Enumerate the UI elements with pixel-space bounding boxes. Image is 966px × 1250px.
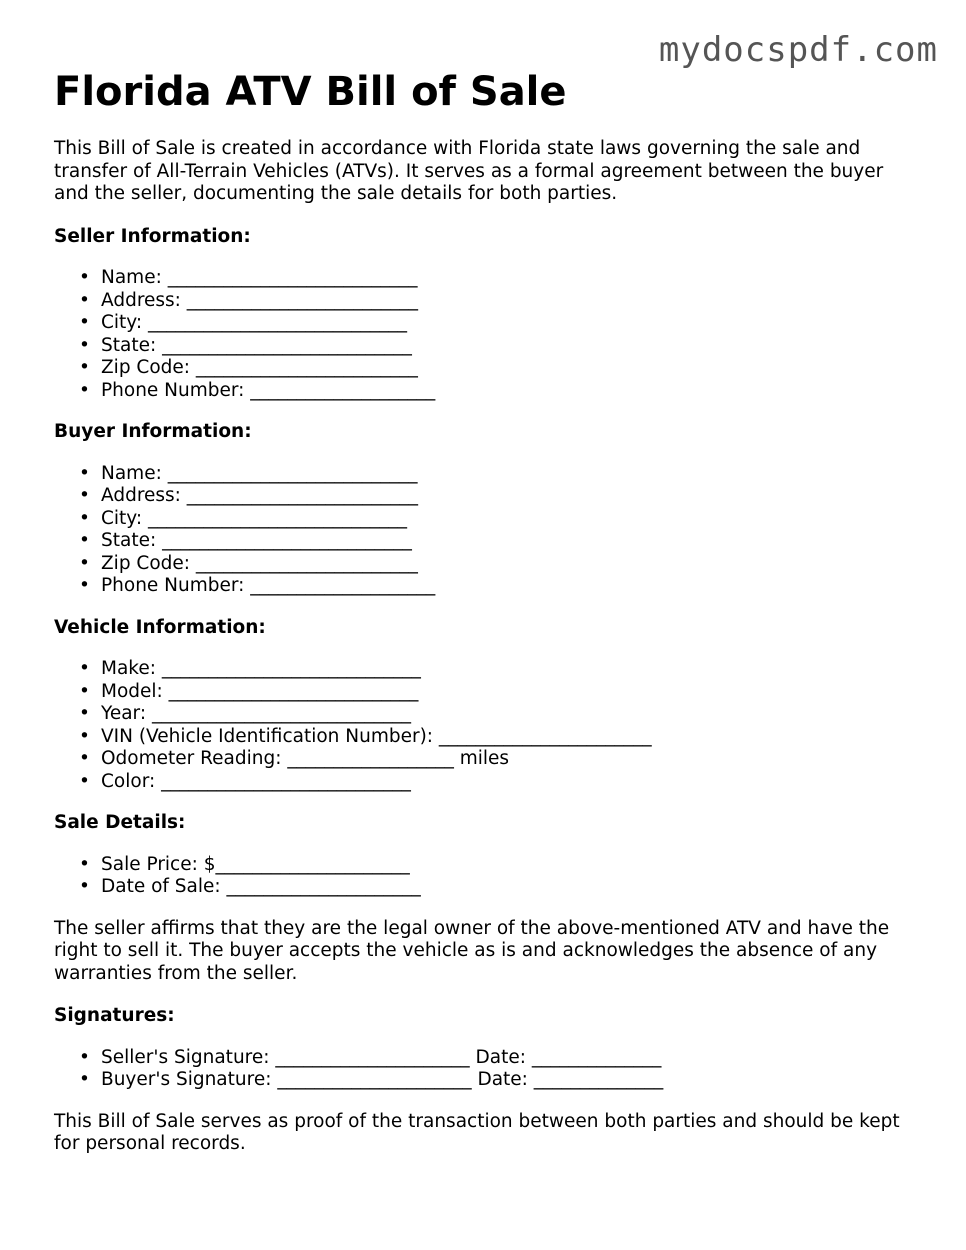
- vehicle-fields-list: [54, 658, 914, 793]
- seller-phone-field: • Phone Number: ____________________: [101, 380, 914, 403]
- sale-heading: Sale Details:: [54, 812, 186, 833]
- vehicle-vin-field: • VIN (Vehicle Identification Number): _______________________: [101, 726, 914, 749]
- sale-section: [54, 812, 914, 899]
- signatures-fields-list: [54, 1047, 914, 1092]
- buyer-section: [54, 421, 914, 598]
- seller-heading: Seller Information:: [54, 225, 251, 247]
- watermark: mydocspdf.com: [658, 30, 938, 70]
- sale-date-field: • Date of Sale: _____________________: [101, 876, 914, 899]
- vehicle-odometer-field: • Odometer Reading: __________________ miles: [101, 748, 914, 771]
- sale-fields-list: [54, 854, 914, 899]
- buyer-state-field: • State: ___________________________: [101, 530, 914, 553]
- buyer-phone-field: • Phone Number: ____________________: [101, 575, 914, 598]
- affirmation-paragraph: The seller affirms that they are the legal owner of the above-mentioned ATV and have the right to sell it. The buyer accepts the vehicle as is and acknowledges the absence of any warranties from the seller.: [54, 917, 890, 984]
- buyer-zip-field: • Zip Code: ________________________: [101, 553, 914, 576]
- signatures-heading: Signatures:: [54, 1005, 175, 1026]
- buyer-fields-list: [54, 463, 914, 598]
- signatures-section: [54, 1005, 914, 1092]
- seller-state-field: • State: ___________________________: [101, 335, 914, 358]
- seller-section: [54, 226, 914, 403]
- document-page: [54, 66, 914, 1156]
- buyer-city-field: • City: ____________________________: [101, 508, 914, 531]
- vehicle-heading: Vehicle Information:: [54, 616, 266, 638]
- buyer-heading: Buyer Information:: [54, 421, 252, 442]
- document-title: Florida ATV Bill of Sale: [54, 69, 567, 115]
- seller-fields-list: [54, 267, 914, 402]
- vehicle-section: [54, 617, 914, 794]
- sale-price-field: • Sale Price: $_____________________: [101, 854, 914, 877]
- intro-paragraph: This Bill of Sale is created in accordance with Florida state laws governing the sale and transfer of All-Terrain Vehicles (ATVs). It serves as a formal agreement between the buyer and the seller, documenting the sale details for both parties.: [54, 138, 884, 204]
- seller-address-field: • Address: _________________________: [101, 290, 914, 313]
- buyer-address-field: • Address: _________________________: [101, 485, 914, 508]
- vehicle-color-field: • Color: ___________________________: [101, 771, 914, 794]
- seller-city-field: • City: ____________________________: [101, 312, 914, 335]
- vehicle-year-field: • Year: ____________________________: [101, 703, 914, 726]
- vehicle-make-field: • Make: ____________________________: [101, 658, 914, 681]
- seller-signature-field: • Seller's Signature: _____________________ Date: ______________: [101, 1047, 914, 1070]
- vehicle-model-field: • Model: ___________________________: [101, 681, 914, 704]
- seller-name-field: • Name: ___________________________: [101, 267, 914, 290]
- seller-zip-field: • Zip Code: ________________________: [101, 357, 914, 380]
- buyer-name-field: • Name: ___________________________: [101, 463, 914, 486]
- closing-paragraph: This Bill of Sale serves as proof of the transaction between both parties and should be kept for personal records.: [54, 1110, 900, 1154]
- buyer-signature-field: • Buyer's Signature: _____________________ Date: ______________: [101, 1069, 914, 1092]
